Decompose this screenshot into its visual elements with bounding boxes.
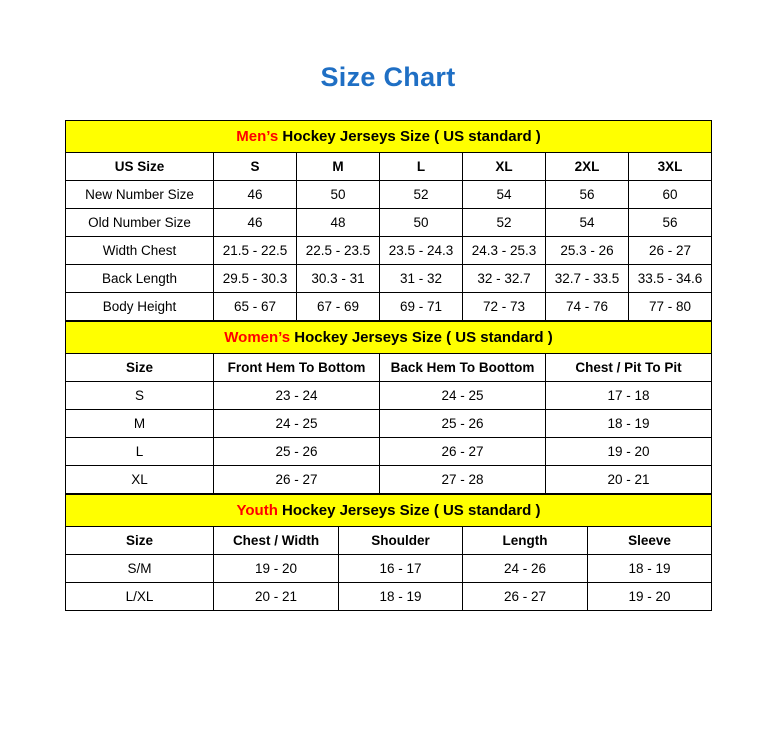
table-row xyxy=(66,265,712,293)
table-cell: 32.7 - 33.5 xyxy=(546,265,629,293)
mens-header-row xyxy=(66,153,712,181)
row-label: XL xyxy=(66,466,214,494)
table-cell: 33.5 - 34.6 xyxy=(629,265,712,293)
womens-section-banner xyxy=(66,322,712,354)
table-cell: 60 xyxy=(629,181,712,209)
table-cell: 67 - 69 xyxy=(297,293,380,321)
table-row xyxy=(66,438,712,466)
table-cell: 31 - 32 xyxy=(380,265,463,293)
table-row xyxy=(66,181,712,209)
size-chart-tables xyxy=(65,120,711,611)
table-cell: 21.5 - 22.5 xyxy=(214,237,297,265)
row-label: New Number Size xyxy=(66,181,214,209)
table-cell: 20 - 21 xyxy=(214,583,339,611)
table-cell: 27 - 28 xyxy=(380,466,546,494)
table-cell: 25 - 26 xyxy=(214,438,380,466)
table-cell: 26 - 27 xyxy=(463,583,588,611)
womens-size-table xyxy=(65,321,712,494)
table-cell: 24 - 25 xyxy=(214,410,380,438)
table-cell: 54 xyxy=(546,209,629,237)
youth-header-cell: Length xyxy=(463,527,588,555)
mens-banner-cell xyxy=(66,121,712,153)
table-row xyxy=(66,382,712,410)
mens-header-cell: US Size xyxy=(66,153,214,181)
table-cell: 17 - 18 xyxy=(546,382,712,410)
table-cell: 16 - 17 xyxy=(339,555,463,583)
table-cell: 50 xyxy=(297,181,380,209)
table-cell: 46 xyxy=(214,209,297,237)
youth-header-row xyxy=(66,527,712,555)
youth-header-cell: Size xyxy=(66,527,214,555)
table-cell: 56 xyxy=(546,181,629,209)
youth-size-table xyxy=(65,494,712,611)
youth-banner-accent: Youth xyxy=(236,502,278,519)
table-cell: 24.3 - 25.3 xyxy=(463,237,546,265)
table-cell: 23.5 - 24.3 xyxy=(380,237,463,265)
table-row xyxy=(66,555,712,583)
mens-header-cell: L xyxy=(380,153,463,181)
youth-banner-rest: Hockey Jerseys Size ( US standard ) xyxy=(277,502,541,519)
table-cell: 74 - 76 xyxy=(546,293,629,321)
table-cell: 20 - 21 xyxy=(546,466,712,494)
row-label: Body Height xyxy=(66,293,214,321)
table-row xyxy=(66,237,712,265)
youth-header-cell: Chest / Width xyxy=(214,527,339,555)
row-label: L/XL xyxy=(66,583,214,611)
table-cell: 26 - 27 xyxy=(629,237,712,265)
womens-header-cell: Chest / Pit To Pit xyxy=(546,354,712,382)
table-cell: 52 xyxy=(463,209,546,237)
youth-section-banner xyxy=(66,495,712,527)
mens-header-cell: XL xyxy=(463,153,546,181)
table-cell: 19 - 20 xyxy=(546,438,712,466)
table-cell: 54 xyxy=(463,181,546,209)
mens-section-banner xyxy=(66,121,712,153)
table-cell: 77 - 80 xyxy=(629,293,712,321)
row-label: S xyxy=(66,382,214,410)
row-label: S/M xyxy=(66,555,214,583)
table-cell: 18 - 19 xyxy=(588,555,712,583)
mens-header-cell: S xyxy=(214,153,297,181)
table-cell: 30.3 - 31 xyxy=(297,265,380,293)
table-cell: 52 xyxy=(380,181,463,209)
table-cell: 24 - 25 xyxy=(380,382,546,410)
table-cell: 25 - 26 xyxy=(380,410,546,438)
youth-banner-cell xyxy=(66,495,712,527)
table-cell: 19 - 20 xyxy=(588,583,712,611)
mens-size-table xyxy=(65,120,712,321)
table-cell: 24 - 26 xyxy=(463,555,588,583)
mens-header-cell: 3XL xyxy=(629,153,712,181)
table-cell: 29.5 - 30.3 xyxy=(214,265,297,293)
table-cell: 18 - 19 xyxy=(339,583,463,611)
table-cell: 48 xyxy=(297,209,380,237)
row-label: L xyxy=(66,438,214,466)
row-label: Back Length xyxy=(66,265,214,293)
womens-banner-cell xyxy=(66,322,712,354)
womens-header-cell: Size xyxy=(66,354,214,382)
table-row xyxy=(66,466,712,494)
table-cell: 65 - 67 xyxy=(214,293,297,321)
mens-banner-rest: Hockey Jerseys Size ( US standard ) xyxy=(278,128,541,145)
table-cell: 22.5 - 23.5 xyxy=(297,237,380,265)
table-cell: 69 - 71 xyxy=(380,293,463,321)
table-row xyxy=(66,209,712,237)
table-cell: 19 - 20 xyxy=(214,555,339,583)
womens-header-cell: Front Hem To Bottom xyxy=(214,354,380,382)
table-cell: 32 - 32.7 xyxy=(463,265,546,293)
womens-header-row xyxy=(66,354,712,382)
table-row xyxy=(66,410,712,438)
table-row xyxy=(66,583,712,611)
table-cell: 50 xyxy=(380,209,463,237)
womens-banner-accent: Women’s xyxy=(224,329,291,346)
womens-banner-rest: Hockey Jerseys Size ( US standard ) xyxy=(290,329,553,346)
womens-header-cell: Back Hem To Boottom xyxy=(380,354,546,382)
table-row xyxy=(66,293,712,321)
page-title: Size Chart xyxy=(320,62,456,92)
row-label: Width Chest xyxy=(66,237,214,265)
mens-header-cell: 2XL xyxy=(546,153,629,181)
youth-header-cell: Sleeve xyxy=(588,527,712,555)
size-chart-page xyxy=(0,62,776,754)
table-cell: 25.3 - 26 xyxy=(546,237,629,265)
mens-header-cell: M xyxy=(297,153,380,181)
table-cell: 26 - 27 xyxy=(214,466,380,494)
table-cell: 72 - 73 xyxy=(463,293,546,321)
mens-banner-accent: Men’s xyxy=(236,128,279,145)
row-label: Old Number Size xyxy=(66,209,214,237)
table-cell: 46 xyxy=(214,181,297,209)
youth-header-cell: Shoulder xyxy=(339,527,463,555)
table-cell: 23 - 24 xyxy=(214,382,380,410)
table-cell: 26 - 27 xyxy=(380,438,546,466)
table-cell: 56 xyxy=(629,209,712,237)
table-cell: 18 - 19 xyxy=(546,410,712,438)
row-label: M xyxy=(66,410,214,438)
